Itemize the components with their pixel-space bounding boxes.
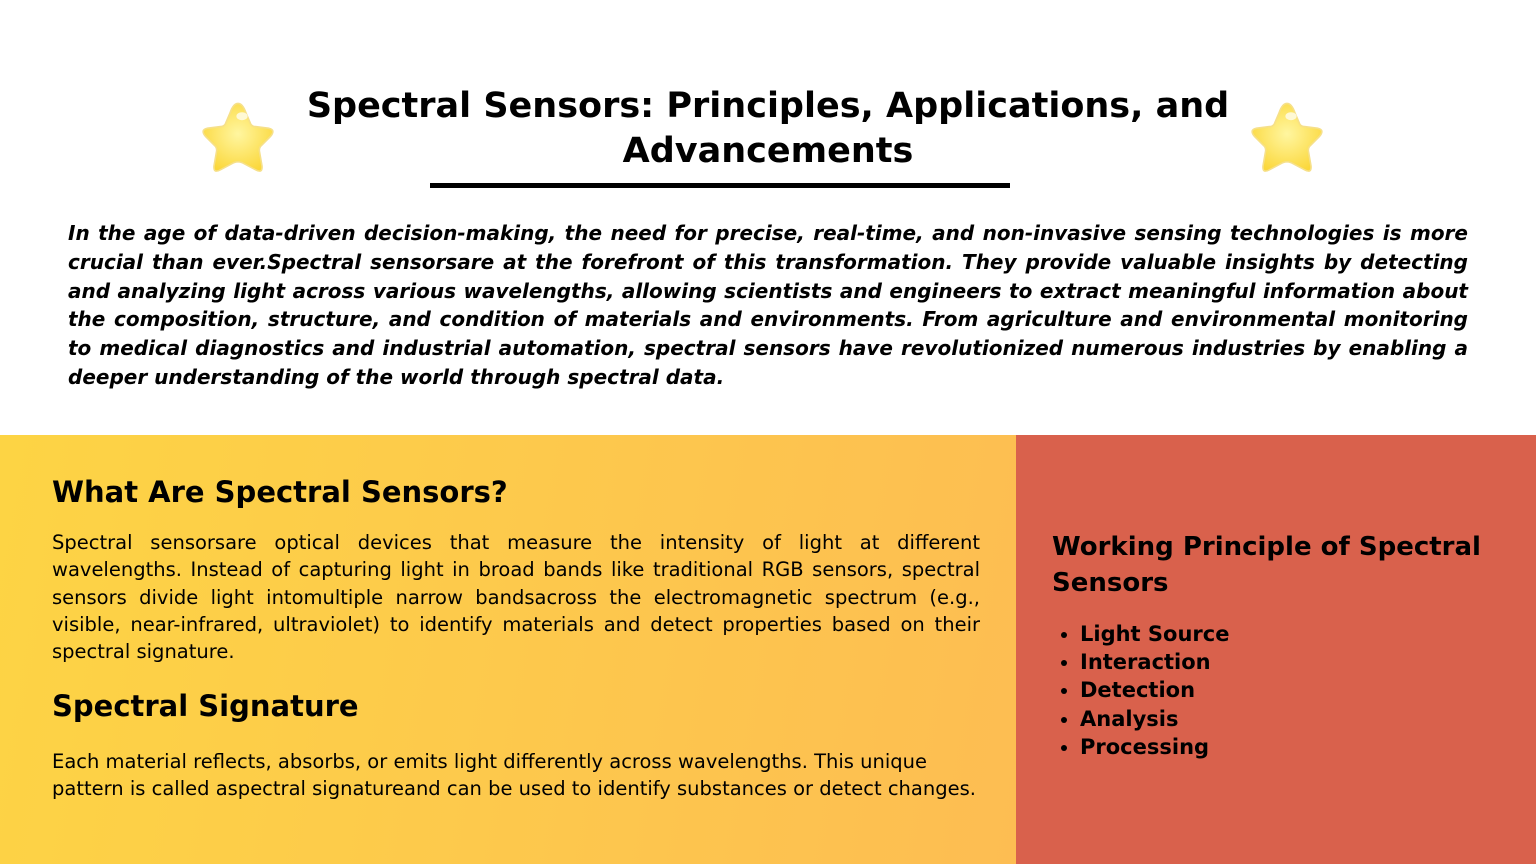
signature-body: Each material reflects, absorbs, or emits light differently across wavelengths. This unique pattern is called aspectral signatureand can be used to identify substances or detect changes.	[52, 750, 976, 801]
list-item: • Detection	[1080, 676, 1229, 704]
list-item: • Analysis	[1080, 705, 1229, 733]
list-item: • Processing	[1080, 733, 1229, 761]
left-panel	[0, 435, 1016, 864]
working-list	[1060, 620, 1229, 761]
star-icon	[198, 97, 278, 177]
what-heading: What Are Spectral Sensors?	[52, 475, 508, 509]
working-heading: Working Principle of Spectral Sensors	[1052, 532, 1481, 598]
right-panel	[1016, 435, 1536, 864]
title-underline	[430, 183, 1010, 188]
signature-heading: Spectral Signature	[52, 689, 359, 723]
list-item: • Light Source	[1080, 620, 1229, 648]
page-title: Spectral Sensors: Principles, Applications, and Advancements	[306, 86, 1230, 171]
intro-paragraph: In the age of data-driven decision-making, the need for precise, real-time, and non-invasive sensing technologies is more crucial than ever.Spectral sensorsare at the forefront of this transformation. They provide valuable insights by detecting and analyzing light across various wavelengths, allowing scientists and engineers to extract meaningful information about the composition, structure, and condition of materials and environments. From agriculture and environmental monitoring to medical diagnostics and industrial automation, spectral sensors have revolutionized numerous industries by enabling a deeper understanding of the world through spectral data.	[68, 221, 1468, 389]
what-body: Spectral sensorsare optical devices that measure the intensity of light at different wavelengths. Instead of capturing light in broad bands like traditional RGB sensors, spectral sensors divide light intomultiple narrow bandsacross the electromagnetic spectrum (e.g., visible, near-infrared, ultraviolet) to identify materials and detect properties based on their spectral signature.	[52, 531, 980, 664]
list-item: • Interaction	[1080, 648, 1229, 676]
